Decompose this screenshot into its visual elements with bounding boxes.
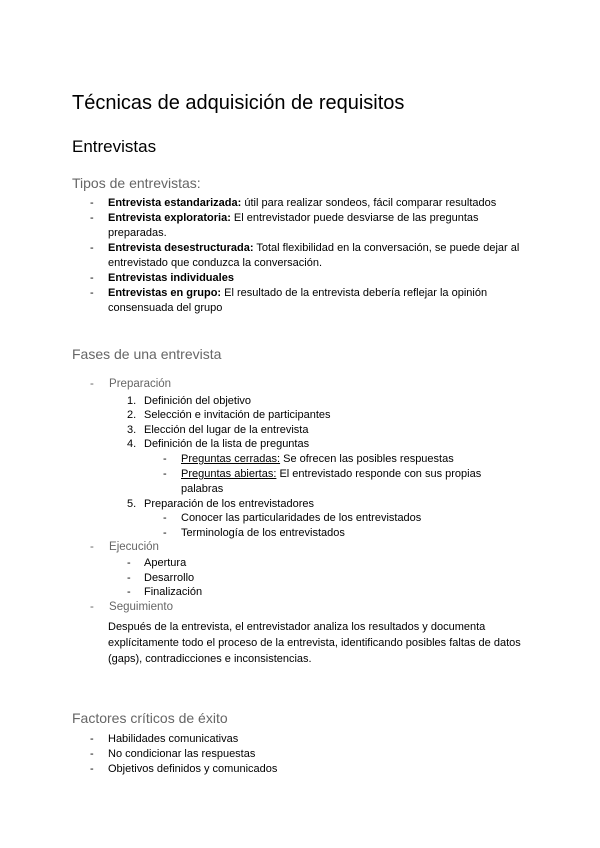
- question-type: Preguntas cerradas:: [181, 453, 281, 465]
- preparacion-label: Preparación: [109, 378, 172, 390]
- item-text: Preparación de los entrevistadores: [144, 498, 314, 510]
- bullet-dash: -: [127, 557, 131, 569]
- item-description: útil para realizar sondeos, fácil comparar resultados: [241, 197, 497, 209]
- list-item: [90, 762, 490, 777]
- list-item: [127, 571, 427, 586]
- seguimiento-label: Seguimiento: [109, 601, 173, 613]
- factores-heading: Factores críticos de éxito: [72, 710, 228, 726]
- item-term: Entrevista exploratoria:: [108, 212, 231, 224]
- question-description: El entrevistado responde con sus propias palabras: [181, 468, 482, 495]
- bullet-dash: -: [90, 601, 94, 613]
- bullet-dash: -: [163, 512, 167, 524]
- item-number: 4.: [127, 438, 137, 450]
- tipos-heading: Tipos de entrevistas:: [72, 175, 201, 191]
- seguimiento-heading: [90, 601, 173, 613]
- ejecucion-heading: [90, 541, 159, 553]
- bullet-dash: -: [90, 272, 94, 284]
- bullet-dash: -: [127, 586, 131, 598]
- item-description: El resultado de la entrevista debería reflejar la opinión consensuada del grupo: [108, 287, 488, 314]
- item-text: Elección del lugar de la entrevista: [144, 424, 309, 436]
- bullet-dash: -: [90, 212, 94, 224]
- page-title: Técnicas de adquisición de requisitos: [72, 92, 405, 114]
- item-text: Habilidades comunicativas: [108, 733, 239, 745]
- list-item: [90, 732, 490, 747]
- item-number: 3.: [127, 424, 137, 436]
- numbered-item: [127, 423, 527, 438]
- list-item: [90, 747, 490, 762]
- section-heading: Entrevistas: [72, 137, 157, 156]
- bullet-dash: -: [90, 541, 94, 553]
- bullet-dash: -: [127, 572, 131, 584]
- bullet-dash: -: [90, 197, 94, 209]
- item-text: Terminología de los entrevistados: [181, 527, 345, 539]
- list-item: [163, 467, 508, 497]
- list-item: [127, 556, 427, 571]
- list-item: [90, 271, 530, 286]
- item-text: Finalización: [144, 586, 203, 598]
- item-number: 5.: [127, 498, 137, 510]
- list-item: [163, 511, 533, 526]
- preparacion-heading: [90, 378, 171, 390]
- bullet-dash: -: [163, 468, 167, 480]
- item-text: Selección e invitación de participantes: [144, 409, 331, 421]
- fases-heading: Fases de una entrevista: [72, 346, 222, 362]
- list-item: [90, 241, 530, 271]
- bullet-dash: -: [90, 378, 94, 390]
- item-number: 1.: [127, 395, 137, 407]
- item-term: Entrevista estandarizada:: [108, 197, 242, 209]
- item-text: Apertura: [144, 557, 187, 569]
- list-item: [163, 452, 533, 467]
- list-item: [90, 196, 530, 211]
- question-description: Se ofrecen las posibles respuestas: [280, 453, 454, 465]
- item-term: Entrevista desestructurada:: [108, 242, 254, 254]
- item-text: Desarrollo: [144, 572, 195, 584]
- item-term: Entrevistas en grupo:: [108, 287, 222, 299]
- bullet-dash: -: [90, 763, 94, 775]
- numbered-item: [127, 437, 527, 452]
- item-description: El entrevistador puede desviarse de las preguntas preparadas.: [108, 212, 479, 239]
- seguimiento-paragraph: Después de la entrevista, el entrevistador analiza los resultados y documenta explícitamente todo el proceso de la entrevista, identificando posibles faltas de datos (gaps), contradicciones e inconsistencias.: [108, 621, 521, 665]
- list-item: [90, 211, 530, 241]
- list-item: [127, 585, 427, 600]
- bullet-dash: -: [90, 242, 94, 254]
- bullet-dash: -: [163, 453, 167, 465]
- list-item: [90, 286, 530, 316]
- item-text: Conocer las particularidades de los entrevistados: [181, 512, 422, 524]
- bullet-dash: -: [90, 733, 94, 745]
- item-number: 2.: [127, 409, 137, 421]
- list-item: [163, 526, 533, 541]
- bullet-dash: -: [90, 748, 94, 760]
- bullet-dash: -: [163, 527, 167, 539]
- item-term: Entrevistas individuales: [108, 272, 234, 284]
- bullet-dash: -: [90, 287, 94, 299]
- ejecucion-label: Ejecución: [109, 541, 159, 553]
- numbered-item: [127, 394, 527, 409]
- question-type: Preguntas abiertas:: [181, 468, 277, 480]
- item-text: No condicionar las respuestas: [108, 748, 256, 760]
- item-description: Total flexibilidad en la conversación, se puede dejar al entrevistado que conduzca la conversación.: [108, 242, 520, 269]
- item-text: Definición de la lista de preguntas: [144, 438, 310, 450]
- item-text: Definición del objetivo: [144, 395, 252, 407]
- numbered-item: [127, 497, 527, 512]
- item-text: Objetivos definidos y comunicados: [108, 763, 278, 775]
- numbered-item: [127, 408, 527, 423]
